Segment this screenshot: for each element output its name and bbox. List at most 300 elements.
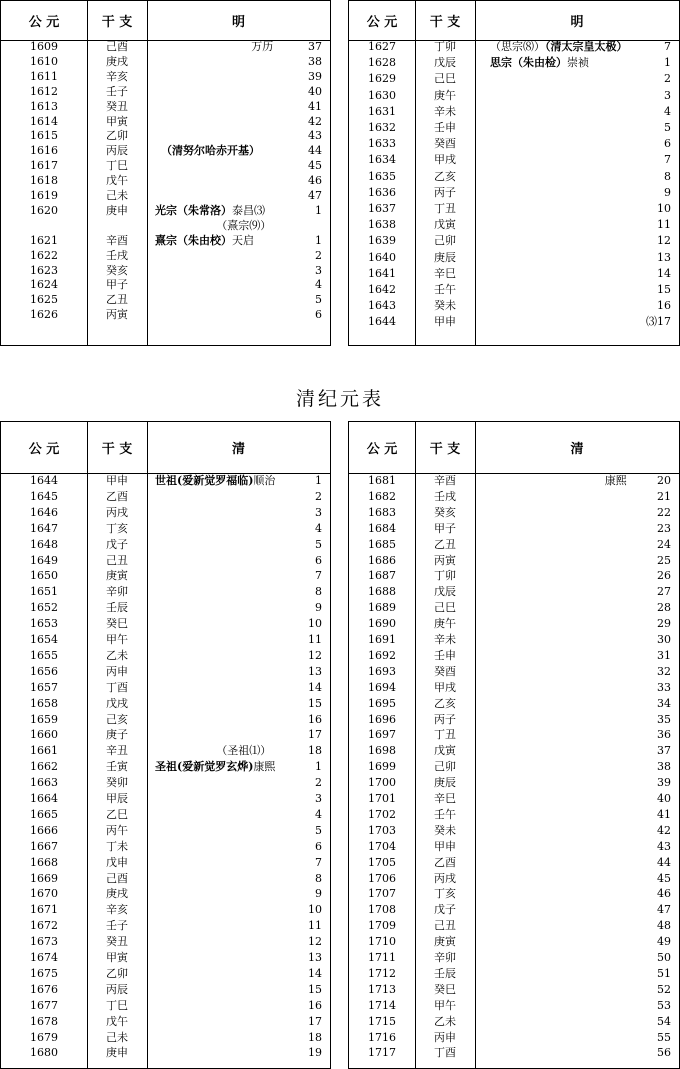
year-cell: 1665 bbox=[30, 807, 58, 821]
year-cell: 1664 bbox=[30, 792, 58, 805]
ganzhi-cell: 辛亥 bbox=[106, 69, 128, 83]
year-cell: 1613 bbox=[30, 99, 58, 113]
year-cell: 1647 bbox=[30, 521, 58, 535]
ganzhi-cell: 壬子 bbox=[106, 84, 128, 98]
ganzhi-cell: 甲午 bbox=[106, 633, 128, 646]
reign-year-cell: 25 bbox=[657, 553, 671, 567]
year-cell: 1628 bbox=[368, 56, 396, 70]
qing-table-left bbox=[0, 421, 331, 1069]
ganzhi-cell: 戊子 bbox=[434, 903, 456, 917]
table-row bbox=[1, 86, 330, 98]
year-cell: 1676 bbox=[30, 982, 58, 996]
era-name: （思宗⑻） bbox=[490, 40, 545, 53]
year-cell: 1715 bbox=[368, 1014, 396, 1028]
year-cell: 1611 bbox=[30, 69, 58, 83]
era-name: 康熙 bbox=[604, 474, 627, 487]
reign-year-cell: 2 bbox=[664, 72, 671, 86]
reign-year-cell: 10 bbox=[308, 617, 322, 631]
reign-year-cell: 18 bbox=[308, 1030, 322, 1044]
table-row bbox=[349, 1032, 679, 1044]
table-row bbox=[349, 122, 679, 134]
reign-year-cell: 49 bbox=[657, 935, 671, 949]
ganzhi-cell: 癸巳 bbox=[106, 617, 128, 631]
reign-year-cell: 55 bbox=[657, 1030, 671, 1044]
table-row bbox=[1, 968, 330, 980]
ganzhi-cell: 丙午 bbox=[106, 823, 128, 837]
year-cell: 1669 bbox=[30, 871, 58, 885]
reign-year-cell: 6 bbox=[315, 839, 322, 853]
reign-year-cell: 16 bbox=[308, 998, 322, 1012]
reign-year-cell: 12 bbox=[308, 935, 322, 949]
table-row bbox=[1, 729, 330, 741]
reign-year-cell: 1 bbox=[315, 474, 322, 487]
table-row bbox=[349, 650, 679, 662]
ganzhi-cell: 壬寅 bbox=[106, 760, 128, 774]
reign-year-cell: 10 bbox=[308, 903, 322, 917]
year-cell: 1666 bbox=[30, 823, 58, 837]
year-cell: 1701 bbox=[368, 792, 396, 805]
ganzhi-cell: 丁卯 bbox=[434, 569, 456, 583]
table-row bbox=[1, 904, 330, 916]
ganzhi-cell: 丁巳 bbox=[106, 998, 128, 1012]
ganzhi-cell: 甲午 bbox=[434, 998, 456, 1012]
reign-year-cell: 38 bbox=[657, 760, 671, 774]
table-row bbox=[1, 888, 330, 900]
reign-year-cell: 10 bbox=[657, 202, 671, 215]
table-row bbox=[349, 523, 679, 535]
header-ganzhi: 干 支 bbox=[429, 442, 461, 457]
header-dynasty: 明 bbox=[570, 15, 584, 30]
year-cell: 1636 bbox=[368, 185, 396, 199]
ganzhi-cell: 乙酉 bbox=[106, 489, 128, 503]
table-row bbox=[349, 252, 679, 264]
table-row bbox=[1, 539, 330, 551]
year-cell: 1663 bbox=[30, 776, 58, 790]
table-row bbox=[349, 698, 679, 710]
table-row bbox=[1, 250, 330, 262]
ganzhi-cell: 壬申 bbox=[434, 121, 456, 134]
table-row bbox=[1, 602, 330, 614]
table-row bbox=[349, 235, 679, 247]
table-row bbox=[1, 936, 330, 948]
table-header bbox=[349, 1, 679, 41]
year-cell: 1678 bbox=[30, 1014, 58, 1028]
reign-year-cell: 4 bbox=[315, 278, 322, 292]
ganzhi-cell: 丙申 bbox=[106, 664, 128, 678]
reign-year-cell: 1 bbox=[315, 760, 322, 774]
year-cell: 1674 bbox=[30, 951, 58, 964]
year-cell: 1695 bbox=[368, 696, 396, 710]
ganzhi-cell: 乙未 bbox=[434, 1014, 456, 1028]
reign-year-cell: 15 bbox=[657, 283, 671, 296]
ganzhi-cell: 壬午 bbox=[434, 807, 456, 821]
ganzhi-cell: 癸未 bbox=[434, 823, 456, 837]
table-row bbox=[349, 984, 679, 996]
table-row bbox=[1, 1000, 330, 1012]
ganzhi-cell: 甲子 bbox=[106, 278, 128, 292]
era-emperor: （清努尔哈赤开基） bbox=[161, 144, 260, 158]
ganzhi-cell: 甲申 bbox=[434, 315, 456, 329]
year-cell: 1702 bbox=[368, 807, 396, 821]
year-cell: 1694 bbox=[368, 680, 396, 694]
reign-year-cell: 13 bbox=[308, 951, 322, 964]
era-name: 万历 bbox=[251, 40, 274, 53]
table-row bbox=[349, 268, 679, 280]
reign-year-cell: 13 bbox=[657, 250, 671, 264]
table-row bbox=[349, 475, 679, 487]
year-cell: 1629 bbox=[368, 72, 396, 86]
year-cell: 1653 bbox=[30, 617, 58, 631]
ganzhi-cell: 癸酉 bbox=[434, 664, 456, 678]
reign-year-cell: 39 bbox=[657, 776, 671, 790]
table-row bbox=[349, 714, 679, 726]
era-cell bbox=[155, 475, 275, 487]
ganzhi-cell: 庚戌 bbox=[106, 54, 128, 68]
reign-year-cell: 8 bbox=[315, 585, 322, 599]
ganzhi-cell: 甲寅 bbox=[106, 951, 128, 964]
table-row bbox=[1, 116, 330, 128]
ganzhi-cell: 戊子 bbox=[106, 537, 128, 551]
table-row bbox=[1, 56, 330, 68]
table-row bbox=[1, 777, 330, 789]
year-cell: 1644 bbox=[30, 474, 58, 487]
year-cell: 1680 bbox=[30, 1046, 58, 1060]
ganzhi-cell: 癸亥 bbox=[106, 263, 128, 277]
header-ganzhi: 干 支 bbox=[101, 442, 133, 457]
qing-table-right bbox=[348, 421, 680, 1069]
reign-year-cell: 2 bbox=[315, 776, 322, 790]
reign-year-cell: 9 bbox=[315, 887, 322, 901]
ganzhi-cell: 己巳 bbox=[434, 601, 456, 615]
ganzhi-cell: 辛酉 bbox=[434, 474, 456, 487]
table-row bbox=[349, 106, 679, 118]
ganzhi-cell: 乙丑 bbox=[106, 293, 128, 307]
reign-year-cell: 11 bbox=[657, 218, 671, 232]
reign-year-cell: 50 bbox=[657, 951, 671, 964]
table-row bbox=[1, 761, 330, 773]
table-row bbox=[349, 171, 679, 183]
ganzhi-cell: 庚辰 bbox=[434, 776, 456, 790]
reign-year-cell: 41 bbox=[308, 99, 322, 113]
table-row bbox=[349, 507, 679, 519]
reign-year-cell: 40 bbox=[657, 792, 671, 805]
table-header bbox=[1, 422, 330, 474]
ganzhi-cell: 壬子 bbox=[106, 919, 128, 933]
year-cell: 1705 bbox=[368, 855, 396, 869]
year-cell: 1660 bbox=[30, 728, 58, 742]
year-cell: 1686 bbox=[368, 553, 396, 567]
reign-year-cell: 11 bbox=[308, 633, 322, 646]
table-row bbox=[349, 936, 679, 948]
year-cell: 1713 bbox=[368, 982, 396, 996]
reign-year-cell: 30 bbox=[657, 633, 671, 646]
year-cell: 1632 bbox=[368, 121, 396, 134]
table-row bbox=[349, 138, 679, 150]
reign-year-cell: 6 bbox=[315, 553, 322, 567]
header-dynasty: 清 bbox=[231, 442, 245, 457]
era-name: 顺治 bbox=[253, 474, 276, 487]
reign-year-cell: 31 bbox=[657, 648, 671, 662]
reign-year-cell: 8 bbox=[664, 169, 671, 183]
table-row bbox=[1, 666, 330, 678]
table-row bbox=[1, 491, 330, 503]
ganzhi-cell: 辛未 bbox=[434, 633, 456, 646]
table-row bbox=[1, 41, 330, 53]
year-cell: 1633 bbox=[368, 137, 396, 151]
ganzhi-cell: 辛巳 bbox=[434, 792, 456, 805]
table-row bbox=[349, 90, 679, 102]
table-row bbox=[349, 539, 679, 551]
year-cell: 1691 bbox=[368, 633, 396, 646]
ganzhi-cell: 乙未 bbox=[106, 648, 128, 662]
reign-year-cell: 7 bbox=[664, 153, 671, 167]
ganzhi-cell: 乙卯 bbox=[106, 966, 128, 980]
reign-year-cell: 47 bbox=[657, 903, 671, 917]
reign-year-cell: 37 bbox=[657, 744, 671, 758]
table-row bbox=[1, 555, 330, 567]
reign-year-cell: 7 bbox=[664, 40, 671, 53]
reign-year-cell: 37 bbox=[308, 40, 322, 53]
reign-year-cell: 15 bbox=[308, 696, 322, 710]
reign-year-cell: 2 bbox=[315, 248, 322, 262]
table-row bbox=[1, 841, 330, 853]
table-row bbox=[349, 793, 679, 805]
ganzhi-cell: 丁巳 bbox=[106, 159, 128, 173]
table-row bbox=[1, 507, 330, 519]
reign-year-cell: 54 bbox=[657, 1014, 671, 1028]
ganzhi-cell: 己亥 bbox=[106, 712, 128, 726]
table-row bbox=[349, 602, 679, 614]
table-row bbox=[349, 1000, 679, 1012]
reign-year-cell: 23 bbox=[657, 521, 671, 535]
table-row bbox=[1, 220, 330, 232]
year-cell: 1704 bbox=[368, 839, 396, 853]
ganzhi-cell: 甲戌 bbox=[434, 153, 456, 167]
year-cell: 1637 bbox=[368, 202, 396, 215]
era-cell bbox=[161, 145, 260, 157]
reign-year-cell: 52 bbox=[657, 982, 671, 996]
ganzhi-cell: 乙亥 bbox=[434, 696, 456, 710]
ganzhi-cell: 甲申 bbox=[434, 839, 456, 853]
reign-year-cell: 12 bbox=[657, 234, 671, 248]
year-cell: 1716 bbox=[368, 1030, 396, 1044]
reign-year-cell: 7 bbox=[315, 855, 322, 869]
year-cell: 1673 bbox=[30, 935, 58, 949]
header-year: 公 元 bbox=[28, 442, 60, 457]
reign-year-cell: 53 bbox=[657, 998, 671, 1012]
ganzhi-cell: 癸酉 bbox=[434, 137, 456, 151]
ganzhi-cell: 丙寅 bbox=[106, 308, 128, 322]
reign-year-cell: 45 bbox=[308, 159, 322, 173]
year-cell: 1700 bbox=[368, 776, 396, 790]
ganzhi-cell: 己巳 bbox=[434, 72, 456, 86]
table-row bbox=[1, 570, 330, 582]
ganzhi-cell: 丙辰 bbox=[106, 982, 128, 996]
table-row bbox=[1, 745, 330, 757]
table-header bbox=[349, 422, 679, 474]
table-row bbox=[349, 203, 679, 215]
year-cell: 1690 bbox=[368, 617, 396, 631]
reign-year-cell: 7 bbox=[315, 569, 322, 583]
table-row bbox=[1, 190, 330, 202]
year-cell: 1689 bbox=[368, 601, 396, 615]
year-cell: 1714 bbox=[368, 998, 396, 1012]
reign-year-cell: 11 bbox=[308, 919, 322, 933]
year-cell: 1670 bbox=[30, 887, 58, 901]
ganzhi-cell: 癸巳 bbox=[434, 982, 456, 996]
ganzhi-cell: 壬辰 bbox=[106, 601, 128, 615]
reign-year-cell: 27 bbox=[657, 585, 671, 599]
year-cell: 1610 bbox=[30, 54, 58, 68]
ganzhi-cell: 庚戌 bbox=[106, 887, 128, 901]
year-cell: 1662 bbox=[30, 760, 58, 774]
ganzhi-cell: 庚子 bbox=[106, 728, 128, 742]
year-cell: 1703 bbox=[368, 823, 396, 837]
ganzhi-cell: 乙丑 bbox=[434, 537, 456, 551]
ganzhi-cell: 丙寅 bbox=[434, 553, 456, 567]
year-cell: 1684 bbox=[368, 521, 396, 535]
reign-year-cell: 17 bbox=[308, 1014, 322, 1028]
table-row bbox=[1, 825, 330, 837]
table-row bbox=[1, 205, 330, 217]
table-row bbox=[349, 857, 679, 869]
table-row bbox=[349, 904, 679, 916]
year-cell: 1699 bbox=[368, 760, 396, 774]
ganzhi-cell: 己酉 bbox=[106, 40, 128, 53]
ganzhi-cell: 癸丑 bbox=[106, 99, 128, 113]
table-row bbox=[1, 523, 330, 535]
table-row bbox=[349, 841, 679, 853]
reign-year-cell: 3 bbox=[315, 792, 322, 805]
table-row bbox=[349, 920, 679, 932]
ganzhi-cell: 壬午 bbox=[434, 283, 456, 296]
reign-year-cell: 5 bbox=[315, 293, 322, 307]
ganzhi-cell: 戊申 bbox=[106, 855, 128, 869]
table-row bbox=[349, 1016, 679, 1028]
table-row bbox=[1, 634, 330, 646]
table-row bbox=[1, 698, 330, 710]
ganzhi-cell: 癸丑 bbox=[106, 935, 128, 949]
year-cell: 1620 bbox=[30, 203, 58, 217]
year-cell: 1644 bbox=[368, 315, 396, 329]
ganzhi-cell: 丙戌 bbox=[434, 871, 456, 885]
ganzhi-cell: 癸未 bbox=[434, 299, 456, 313]
year-cell: 1668 bbox=[30, 855, 58, 869]
year-cell: 1639 bbox=[368, 234, 396, 248]
table-row bbox=[1, 309, 330, 321]
ganzhi-cell: 乙巳 bbox=[106, 807, 128, 821]
reign-year-cell: 39 bbox=[308, 69, 322, 83]
ganzhi-cell: 戊辰 bbox=[434, 56, 456, 70]
ganzhi-cell: 丁丑 bbox=[434, 202, 456, 215]
reign-year-cell: 24 bbox=[657, 537, 671, 551]
reign-year-cell: 9 bbox=[664, 185, 671, 199]
year-cell: 1631 bbox=[368, 104, 396, 118]
reign-year-cell: 4 bbox=[315, 521, 322, 535]
table-row bbox=[349, 809, 679, 821]
era-name: 泰昌⑶ bbox=[232, 203, 265, 217]
reign-year-cell: 38 bbox=[308, 54, 322, 68]
reign-year-cell: 21 bbox=[657, 489, 671, 503]
year-cell: 1659 bbox=[30, 712, 58, 726]
ganzhi-cell: 丁丑 bbox=[434, 728, 456, 742]
ganzhi-cell: 丁酉 bbox=[434, 1046, 456, 1060]
year-cell: 1642 bbox=[368, 283, 396, 296]
reign-year-cell: 33 bbox=[657, 680, 671, 694]
year-cell: 1655 bbox=[30, 648, 58, 662]
reign-year-cell: 46 bbox=[657, 887, 671, 901]
year-cell: 1650 bbox=[30, 569, 58, 583]
year-cell: 1621 bbox=[30, 233, 58, 247]
table-row bbox=[349, 41, 679, 53]
reign-year-cell: 43 bbox=[657, 839, 671, 853]
ganzhi-cell: 辛亥 bbox=[106, 903, 128, 917]
table-row bbox=[349, 57, 679, 69]
table-row bbox=[349, 1047, 679, 1059]
ganzhi-cell: 乙酉 bbox=[434, 855, 456, 869]
table-row bbox=[1, 294, 330, 306]
ganzhi-cell: 庚午 bbox=[434, 617, 456, 631]
reign-year-cell: 8 bbox=[315, 871, 322, 885]
table-row bbox=[1, 793, 330, 805]
table-row bbox=[349, 777, 679, 789]
year-cell: 1643 bbox=[368, 299, 396, 313]
reign-year-cell: 35 bbox=[657, 712, 671, 726]
reign-year-cell: 1 bbox=[315, 233, 322, 247]
table-row bbox=[1, 71, 330, 83]
table-row bbox=[349, 219, 679, 231]
era-cell bbox=[251, 41, 273, 53]
era-name: 天启 bbox=[232, 233, 254, 247]
ganzhi-cell: 己卯 bbox=[434, 760, 456, 774]
year-cell: 1646 bbox=[30, 505, 58, 519]
reign-year-cell: 19 bbox=[308, 1046, 322, 1060]
ganzhi-cell: 壬戌 bbox=[434, 489, 456, 503]
era-cell bbox=[155, 205, 265, 217]
reign-year-cell: 42 bbox=[657, 823, 671, 837]
year-cell: 1641 bbox=[368, 266, 396, 280]
table-row bbox=[349, 634, 679, 646]
table-row bbox=[1, 650, 330, 662]
year-cell: 1630 bbox=[368, 88, 396, 102]
table-header bbox=[1, 1, 330, 41]
ganzhi-cell: 壬申 bbox=[434, 648, 456, 662]
table-row bbox=[349, 682, 679, 694]
table-row bbox=[349, 761, 679, 773]
year-cell: 1652 bbox=[30, 601, 58, 615]
reign-year-cell: 42 bbox=[308, 114, 322, 128]
table-row bbox=[349, 316, 679, 328]
era-cell bbox=[605, 475, 627, 487]
reign-year-cell: 16 bbox=[308, 712, 322, 726]
year-cell: 1619 bbox=[30, 189, 58, 202]
year-cell: 1671 bbox=[30, 903, 58, 917]
year-cell: 1654 bbox=[30, 633, 58, 646]
ganzhi-cell: 辛未 bbox=[434, 104, 456, 118]
year-cell: 1614 bbox=[30, 114, 58, 128]
ganzhi-cell: 丁酉 bbox=[106, 680, 128, 694]
ganzhi-cell: 庚申 bbox=[106, 203, 128, 217]
table-row bbox=[349, 73, 679, 85]
ganzhi-cell: 乙卯 bbox=[106, 129, 128, 143]
reign-year-cell: 44 bbox=[657, 855, 671, 869]
table-row bbox=[1, 586, 330, 598]
year-cell: 1707 bbox=[368, 887, 396, 901]
table-row bbox=[349, 729, 679, 741]
ganzhi-cell: 己卯 bbox=[434, 234, 456, 248]
table-row bbox=[349, 570, 679, 582]
ganzhi-cell: 戊寅 bbox=[434, 218, 456, 232]
